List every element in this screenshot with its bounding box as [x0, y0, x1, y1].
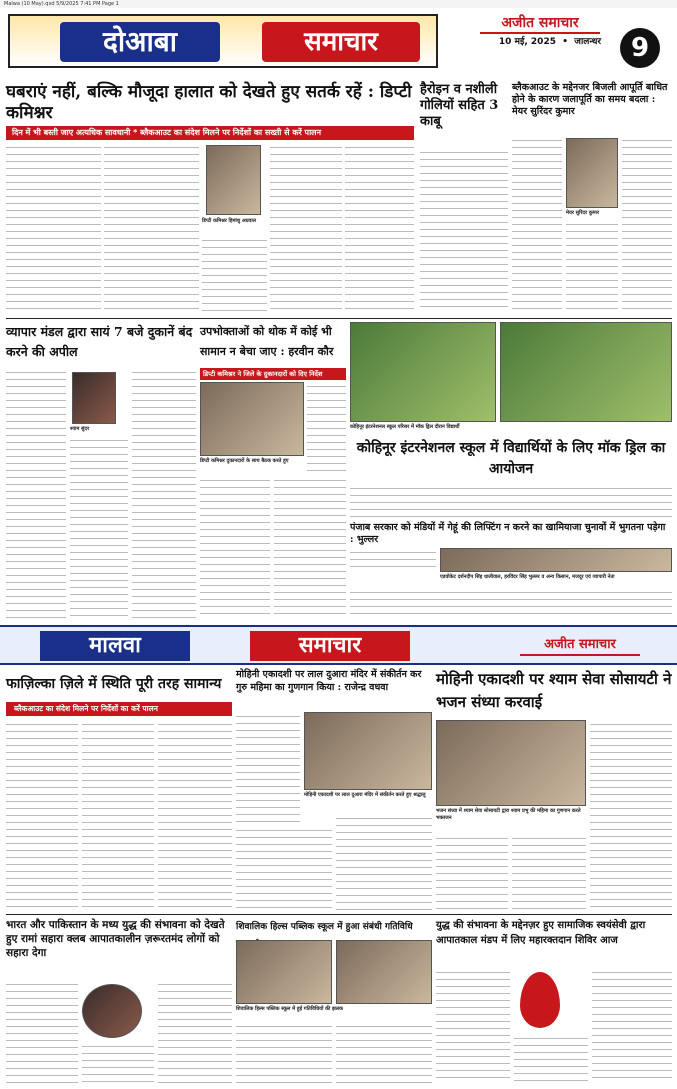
a5-caption: डिप्टी कमिश्नर दुकानदारों के साथ बैठक करते हुए [200, 458, 289, 464]
a1-portrait [206, 145, 261, 215]
a1-column-2 [104, 143, 199, 313]
b2-headline: मोहिनी एकादशी पर लाल दुआरा मंदिर में संकीर्तन कर गुरु महिमा का गुणगान किया : राजेन्द्र वधवा [236, 669, 422, 693]
a6-photo-2 [500, 322, 672, 422]
date-line: 10 मई, 2025 • जालन्धर [498, 37, 602, 47]
a6-caption: कोहिनूर इंटरनेशनल स्कूल परिसर में मॉक ड्रिल दौरान विद्यार्थी [350, 424, 460, 430]
a7-headline: पंजाब सरकार को मंडियों में गेहूं की लिफ्टिंग न करने का खामियाजा चुनावों में भुगतना पड़ेगा : भुल्लर [350, 522, 666, 545]
paper-title: अजीत समाचार [480, 12, 600, 34]
a3-column-3 [622, 136, 672, 314]
b6-column-3 [592, 968, 672, 1084]
a3-portrait [566, 138, 618, 208]
a4-caption: श्याम सुंदर [70, 426, 90, 432]
b2-column-2 [336, 814, 432, 910]
b3-photo [436, 720, 586, 806]
section-paper: अजीत समाचार [520, 634, 640, 656]
a1-column-3 [202, 236, 267, 313]
b4-column-2 [82, 1042, 154, 1084]
a1-column-4 [270, 143, 342, 313]
a4-headline: व्यापार मंडल द्वारा सायं 7 बजे दुकानें बंद करने की अपील [6, 324, 193, 359]
b4-column-1 [6, 980, 78, 1084]
a1-column-1 [6, 143, 101, 313]
b3-column-2 [512, 834, 586, 910]
print-slug: Malwa (10 May).qxd 5/9/2025 7:41 PM Page 1 [0, 0, 677, 8]
a6-photo-1 [350, 322, 496, 422]
b6-column-2 [514, 1034, 588, 1084]
a7-caption: एडवोकेट दर्शनदीप सिंह धालीवाल, हरविंदर सिंह भुल्लर व अन्य किसान, मजदूर एवं व्यापारी नेता [440, 574, 615, 580]
b3-caption: भजन संध्या में श्याम सेवा सोसायटी द्वारा श्याम प्रभु की महिमा का गुणगान करते भक्तजन [436, 808, 581, 821]
a3-column-2 [566, 220, 618, 314]
a1-subhead: दिन में भी बस्ती जाए अत्यधिक सावधानी * ब्लैकआउट का संदेश मिलने पर निर्देशों का सख्ती से करें पालन [6, 126, 414, 140]
b1-headline: फाज़िल्का ज़िले में स्थिति पूरी तरह सामान्य [6, 676, 222, 692]
issue-date: 10 मई, 2025 [498, 37, 556, 47]
a6-body [350, 484, 672, 518]
b5-photo-2 [336, 940, 432, 1004]
a1-headline: घबराएं नहीं, बल्कि मौजूदा हालात को देखते हुए सतर्क रहें : डिप्टी कमिश्नर [6, 82, 412, 123]
a6-headline: कोहिनूर इंटरनेशनल स्कूल में विद्यार्थियों के लिए मॉक ड्रिल का आयोजन [356, 440, 666, 477]
b1-subhead: ब्लैकआउट का संदेश मिलने पर निर्देशों का करें पालन [6, 702, 232, 716]
a7-photo [440, 548, 672, 572]
a5-column-side [307, 382, 346, 472]
b5-headline: शिवालिक हिल्स पब्लिक स्कूल में हुआ संबंधी गतिविधि [236, 922, 413, 932]
b2-column-1 [236, 826, 332, 910]
b5-column-1 [236, 1022, 332, 1084]
a7-body [350, 588, 672, 620]
a5-column-2 [274, 476, 346, 618]
b1-column-1 [6, 720, 78, 910]
a3-caption: मेयर सुरिंदर कुमार [566, 210, 600, 216]
b2-photo [304, 712, 432, 790]
b4-headline: भारत और पाकिस्तान के मध्य युद्ध की संभावना को देखते हुए रामां सहारा क्लब आपातकालीन ज़रूरतमंद लोगों को सहारा देगा [6, 919, 225, 959]
b4-column-3 [158, 980, 232, 1084]
divider [6, 914, 672, 915]
b6-headline: युद्ध की संभावना के मद्देनज़र हुए सामाजिक स्वयंसेवी द्वारा आपातकाल मंडप में लिए महारक्तदान शिविर आज [436, 920, 646, 946]
b1-column-3 [158, 720, 232, 910]
b1-column-2 [82, 720, 154, 910]
a4-portrait [72, 372, 116, 424]
page-number: 9 [620, 28, 660, 68]
blood-drop-icon [520, 972, 560, 1028]
b2-intro [236, 712, 300, 822]
b2-caption: मोहिनी एकादशी पर लाल दुआरा मंदिर में संकीर्तन करते हुए श्रद्धालु [304, 792, 426, 798]
a1-caption: डिप्टी कमिश्नर हिमांशु अग्रवाल [202, 218, 257, 224]
a2-headline: हैरोइन व नशीली गोलियों सहित 3 काबू [420, 82, 499, 129]
b5-column-2 [336, 1022, 432, 1084]
divider [6, 318, 672, 319]
brand-doaba: दोआबा [60, 22, 220, 62]
b3-column-side [590, 720, 672, 910]
b5-photo-1 [236, 940, 332, 1004]
a5-photo [200, 382, 304, 456]
b4-logo [82, 984, 142, 1038]
b6-column-1 [436, 968, 510, 1084]
a2-body [420, 148, 508, 313]
a7-intro [350, 548, 436, 572]
a5-column-1 [200, 476, 270, 618]
a4-column-2 [70, 436, 128, 618]
a5-banner: डिप्टी कमिश्नर ने जिले के दुकानदारों को दिए निर्देश [200, 368, 346, 380]
brand-samachar: समाचार [262, 22, 420, 62]
a3-column-1 [512, 136, 562, 314]
section-malwa: मालवा [40, 631, 190, 661]
a4-column-1 [6, 368, 66, 618]
a4-column-3 [132, 368, 196, 618]
issue-city: जालन्धर [574, 37, 602, 47]
a1-column-5 [345, 143, 414, 313]
b5-caption: शिवालिक हिल्स पब्लिक स्कूल में हुई गतिविधियों की झलक [236, 1006, 343, 1012]
section-samachar: समाचार [250, 631, 410, 661]
a5-headline: उपभोक्ताओं को थोक में कोई भी सामान न बेचा जाए : हरवीन कौर [200, 325, 334, 358]
a3-headline: ब्लैकआउट के मद्देनजर बिजली आपूर्ति बाधित होने के कारण जलापूर्ति का समय बदला : मेयर सुरिंदर कुमार [512, 82, 668, 117]
b3-headline: मोहिनी एकादशी पर श्याम सेवा सोसायटी ने भजन संध्या करवाई [436, 670, 672, 711]
b3-column-1 [436, 834, 508, 910]
